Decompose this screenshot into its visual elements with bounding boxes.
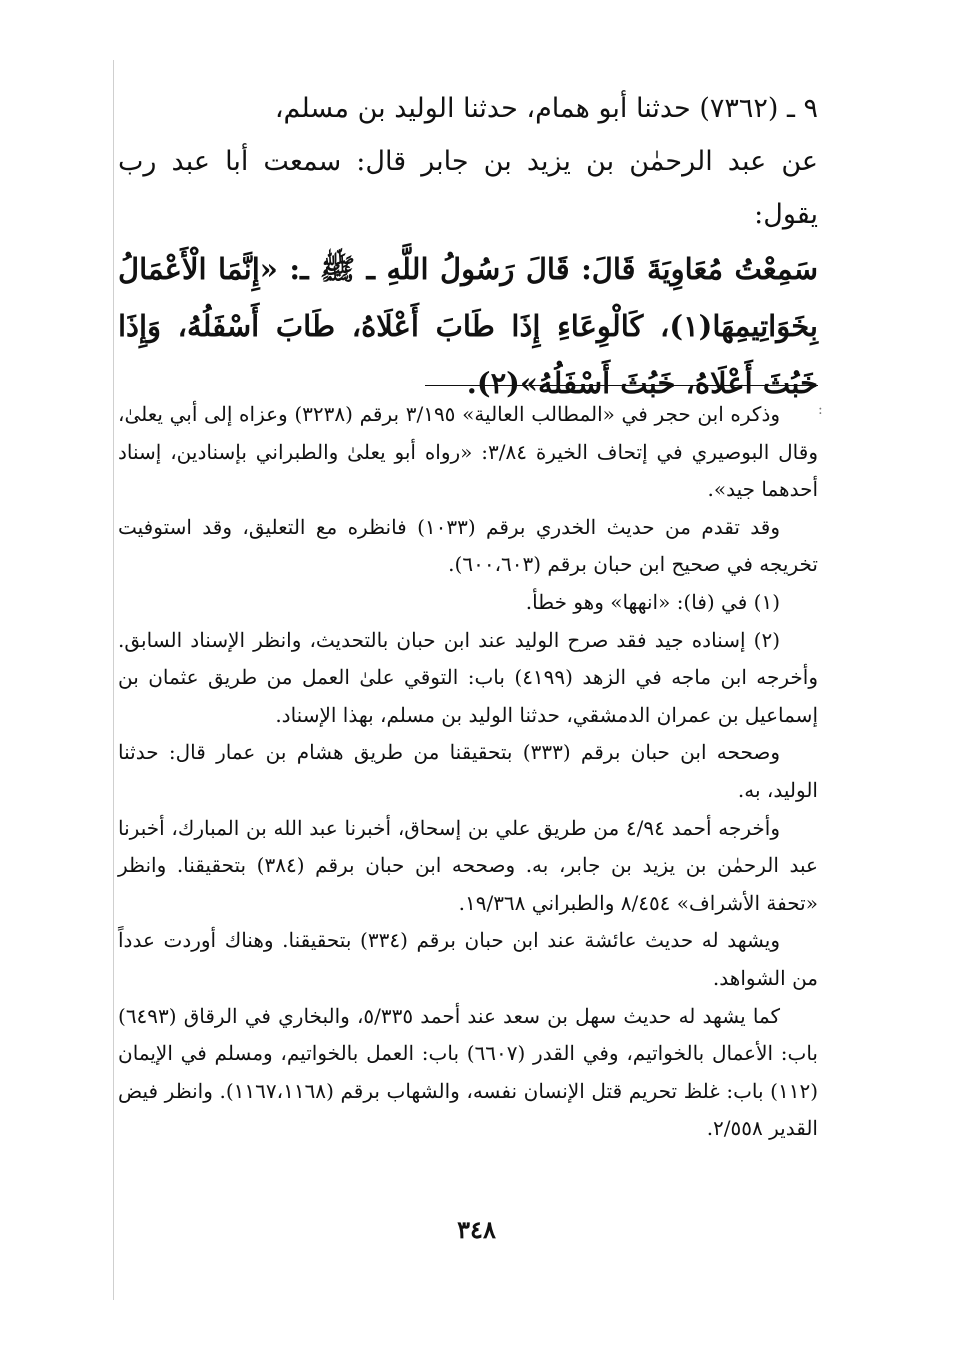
page-number: ٣٤٨ bbox=[457, 1215, 496, 1244]
scan-speck: : bbox=[818, 402, 823, 418]
note-paragraph: وقد تقدم من حديث الخدري برقم (١٠٣٣) فانظره مع التعليق، وقد استوفيت تخريجه في صحيح ابن حبان برقم (٦٠٠،٦٠٣). bbox=[118, 514, 818, 577]
main-text bbox=[118, 82, 818, 412]
footnote-2: (٢) إسناده جيد فقد صرح الوليد عند ابن حبان بالتحديث، وانظر الإسناد السابق. وأخرجه ابن ماجه في الزهد (٤١٩٩) باب: التوقي علىٰ العمل من طريق عثمان بن إسماعيل بن عمران الدمشقي، حدثنا الوليد بن مسلم، بهذا الإسناد. bbox=[118, 627, 819, 727]
note-paragraph: وأخرجه أحمد ٤/٩٤ من طريق علي بن إسحاق، أخبرنا عبد الله بن المبارك، أخبرنا عبد الرحمٰن بن يزيد بن جابر، به. وصححه ابن حبان برقم (٣٨٤) بتحقيقنا. وانظر «تحفة الأشراف» ٨/٤٥٤ والطبراني ١٩/٣٦٨. bbox=[118, 815, 818, 915]
note-paragraph: ويشهد له حديث عائشة عند ابن حبان برقم (٣٣٤) بتحقيقنا. وهناك أوردت عدداً من الشواهد. bbox=[118, 928, 818, 990]
isnad-line-1: ٩ ـ (٧٣٦٢) حدثنا أبو همام، حدثنا الوليد بن مسلم، bbox=[274, 93, 818, 124]
note-paragraph: وذكره ابن حجر في «المطالب العالية» ٣/١٩٥ برقم (٣٢٣٨) وعزاه إلى أبي يعلىٰ، وقال البوصيري في إتحاف الخيرة ٣/٨٤: «رواه أبو يعلىٰ والطبراني بإسنادين، إسناد أحدهما جيد». bbox=[118, 402, 818, 502]
hadith-text: سَمِعْتُ مُعَاوِيَةَ قَالَ: قَالَ رَسُولُ اللَّهِ ـ ﷺ ـ: «إِنَّمَا الْأَعْمَالُ بِخَوَاتِيمِهَا(١)، كَالْوِعَاءِ إِذَا طَابَ أَعْلَاهُ، طَابَ أَسْفَلُهُ، وَإِذَا خَبُثَ أَعْلَاهُ، خَبُثَ أَسْفَلُهُ»(٢). bbox=[118, 252, 818, 400]
footnote-separator bbox=[425, 385, 818, 386]
scan-margin-line bbox=[113, 60, 114, 1300]
footnotes bbox=[118, 396, 818, 1148]
note-paragraph: وصححه ابن حبان برقم (٣٣٣) بتحقيقنا من طريق هشام بن عمار قال: حدثنا الوليد، به. bbox=[118, 740, 818, 802]
footnote-1: (١) في (فا): «انهها» وهو خطأ. bbox=[525, 589, 780, 614]
isnad-line-2: عن عبد الرحمٰن بن يزيد بن جابر قال: سمعت أبا عبد رب يقول: bbox=[118, 146, 818, 230]
note-paragraph: كما يشهد له حديث سهل بن سعد عند أحمد ٥/٣٣٥، والبخاري في الرقاق (٦٤٩٣) باب: الأعمال بالخواتيم، وفي القدر (٦٦٠٧) باب: العمل بالخواتيم، ومسلم في الإيمان (١١٢) باب: غلظ تحريم قتل الإنسان نفسه، والشهاب برقم (١١٦٧،١١٦٨). وانظر فيض القدير ٢/٥٥٨. bbox=[118, 1003, 818, 1141]
